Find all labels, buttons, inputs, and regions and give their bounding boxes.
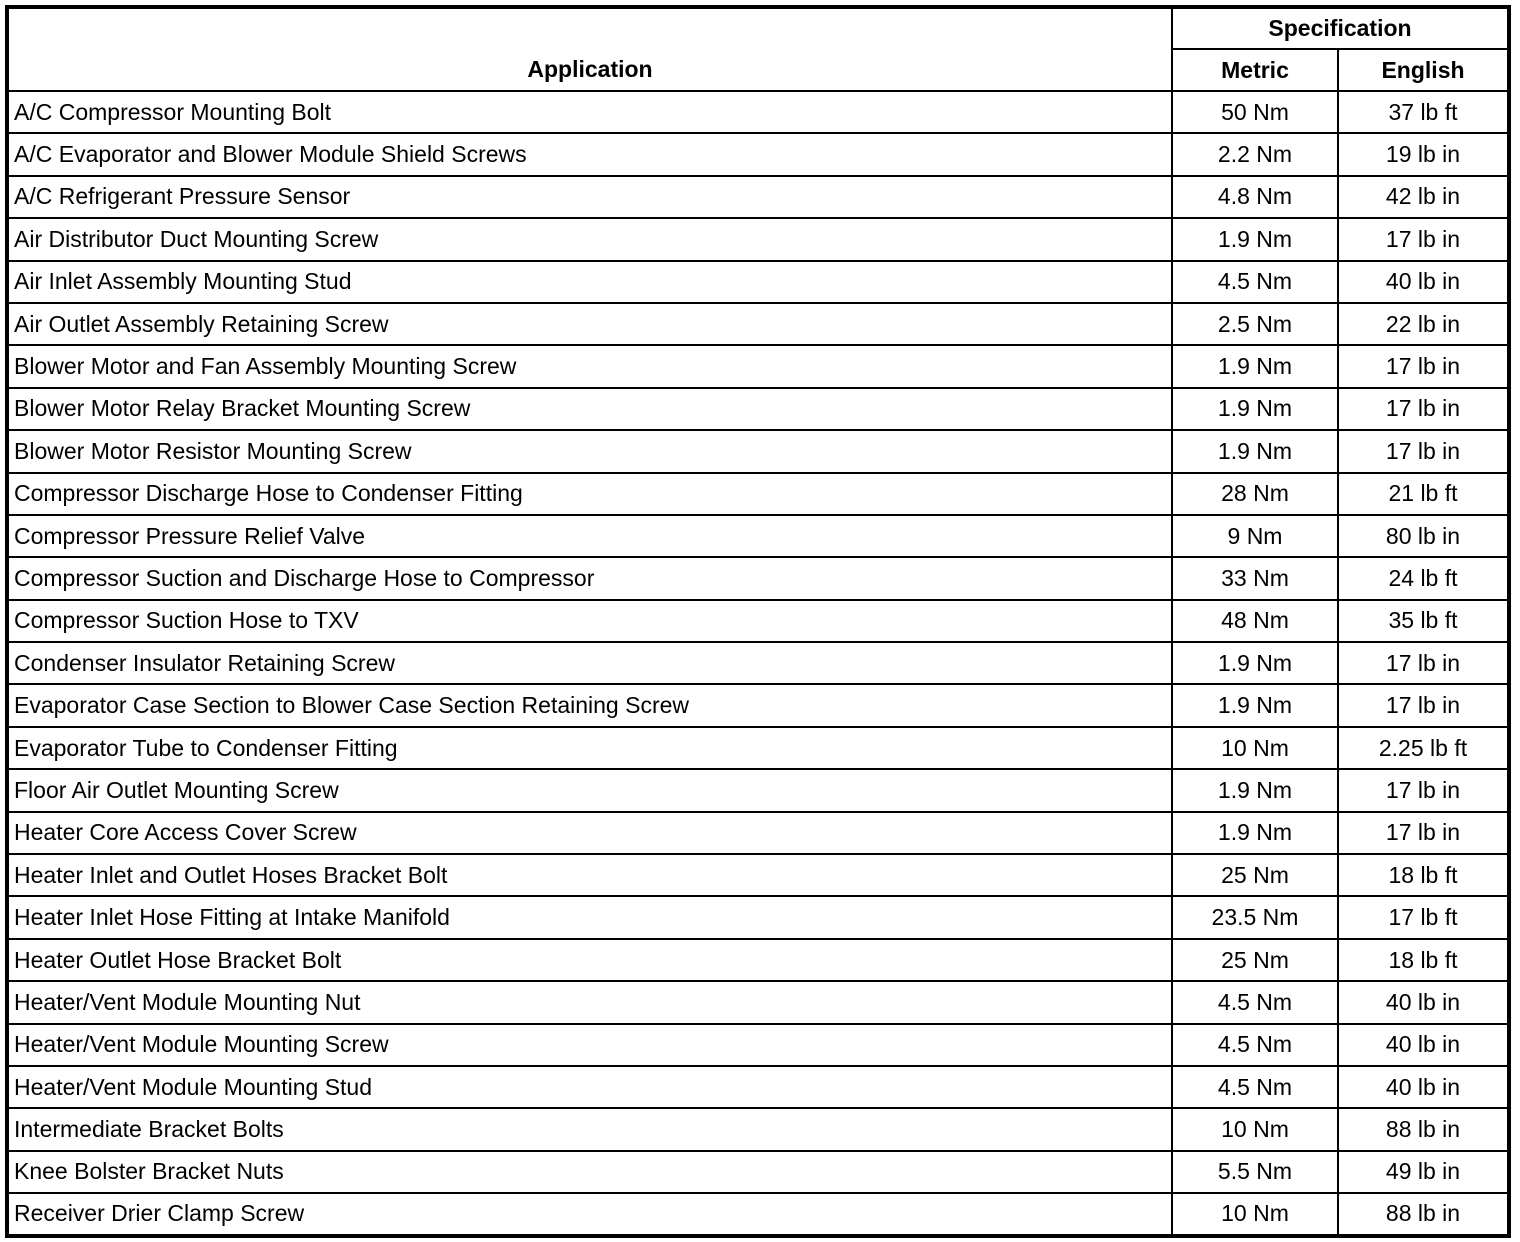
english-cell: 19 lb in [1338,133,1509,175]
application-cell: Air Outlet Assembly Retaining Screw [7,303,1172,345]
application-cell: Compressor Suction Hose to TXV [7,600,1172,642]
table-row [7,642,1509,684]
metric-cell: 1.9 Nm [1172,769,1338,811]
table-row [7,896,1509,938]
application-cell: Evaporator Tube to Condenser Fitting [7,727,1172,769]
application-cell: Receiver Drier Clamp Screw [7,1193,1172,1235]
english-cell: 18 lb ft [1338,939,1509,981]
metric-cell: 9 Nm [1172,515,1338,557]
application-cell: Blower Motor Resistor Mounting Screw [7,430,1172,472]
metric-cell: 4.5 Nm [1172,1024,1338,1066]
application-cell: Blower Motor Relay Bracket Mounting Screw [7,388,1172,430]
table-row [7,727,1509,769]
application-cell: Heater Outlet Hose Bracket Bolt [7,939,1172,981]
english-cell: 17 lb in [1338,345,1509,387]
english-cell: 17 lb in [1338,430,1509,472]
metric-cell: 4.5 Nm [1172,1066,1338,1108]
table-row [7,515,1509,557]
english-cell: 49 lb in [1338,1151,1509,1193]
metric-cell: 28 Nm [1172,473,1338,515]
application-cell: A/C Evaporator and Blower Module Shield Screws [7,133,1172,175]
english-cell: 24 lb ft [1338,557,1509,599]
application-cell: A/C Refrigerant Pressure Sensor [7,176,1172,218]
english-cell: 42 lb in [1338,176,1509,218]
table-row [7,812,1509,854]
metric-cell: 1.9 Nm [1172,812,1338,854]
application-cell: Intermediate Bracket Bolts [7,1108,1172,1150]
english-cell: 17 lb in [1338,769,1509,811]
table-row [7,939,1509,981]
table-row [7,1151,1509,1193]
metric-cell: 4.8 Nm [1172,176,1338,218]
table-row [7,473,1509,515]
english-cell: 40 lb in [1338,1066,1509,1108]
metric-cell: 1.9 Nm [1172,642,1338,684]
application-cell: Compressor Pressure Relief Valve [7,515,1172,557]
application-cell: Compressor Suction and Discharge Hose to Compressor [7,557,1172,599]
metric-header: Metric [1172,49,1338,91]
application-cell: Heater/Vent Module Mounting Screw [7,1024,1172,1066]
table-row [7,769,1509,811]
header-row-top [7,7,1509,49]
metric-cell: 4.5 Nm [1172,981,1338,1023]
table-row [7,218,1509,260]
metric-cell: 1.9 Nm [1172,388,1338,430]
table-row [7,1108,1509,1150]
application-cell: Knee Bolster Bracket Nuts [7,1151,1172,1193]
table-row [7,557,1509,599]
table-body [7,91,1509,1236]
application-cell: A/C Compressor Mounting Bolt [7,91,1172,133]
english-header: English [1338,49,1509,91]
application-cell: Heater Inlet Hose Fitting at Intake Manifold [7,896,1172,938]
english-cell: 17 lb in [1338,812,1509,854]
english-cell: 80 lb in [1338,515,1509,557]
metric-cell: 2.2 Nm [1172,133,1338,175]
table-row [7,176,1509,218]
english-cell: 17 lb in [1338,218,1509,260]
application-cell: Air Inlet Assembly Mounting Stud [7,261,1172,303]
metric-cell: 10 Nm [1172,1193,1338,1235]
metric-cell: 5.5 Nm [1172,1151,1338,1193]
metric-cell: 33 Nm [1172,557,1338,599]
english-cell: 37 lb ft [1338,91,1509,133]
metric-cell: 1.9 Nm [1172,430,1338,472]
table-row [7,1024,1509,1066]
application-header: Application [7,7,1172,91]
english-cell: 88 lb in [1338,1108,1509,1150]
torque-specification-table [5,5,1511,1238]
application-cell: Compressor Discharge Hose to Condenser Fitting [7,473,1172,515]
metric-cell: 2.5 Nm [1172,303,1338,345]
english-cell: 17 lb in [1338,684,1509,726]
application-cell: Heater/Vent Module Mounting Nut [7,981,1172,1023]
application-cell: Heater Core Access Cover Screw [7,812,1172,854]
metric-cell: 1.9 Nm [1172,218,1338,260]
english-cell: 21 lb ft [1338,473,1509,515]
application-cell: Evaporator Case Section to Blower Case Section Retaining Screw [7,684,1172,726]
table-row [7,1193,1509,1235]
metric-cell: 25 Nm [1172,854,1338,896]
application-cell: Heater Inlet and Outlet Hoses Bracket Bolt [7,854,1172,896]
english-cell: 40 lb in [1338,261,1509,303]
specification-header: Specification [1172,7,1509,49]
english-cell: 17 lb in [1338,642,1509,684]
metric-cell: 10 Nm [1172,1108,1338,1150]
table-row [7,1066,1509,1108]
english-cell: 18 lb ft [1338,854,1509,896]
english-cell: 40 lb in [1338,1024,1509,1066]
english-cell: 2.25 lb ft [1338,727,1509,769]
english-cell: 17 lb ft [1338,896,1509,938]
table-row [7,388,1509,430]
metric-cell: 10 Nm [1172,727,1338,769]
metric-cell: 48 Nm [1172,600,1338,642]
table-row [7,91,1509,133]
table-row [7,684,1509,726]
application-cell: Condenser Insulator Retaining Screw [7,642,1172,684]
english-cell: 22 lb in [1338,303,1509,345]
application-cell: Heater/Vent Module Mounting Stud [7,1066,1172,1108]
table-header [7,7,1509,91]
table-row [7,854,1509,896]
english-cell: 35 lb ft [1338,600,1509,642]
metric-cell: 25 Nm [1172,939,1338,981]
english-cell: 40 lb in [1338,981,1509,1023]
table-row [7,261,1509,303]
metric-cell: 1.9 Nm [1172,345,1338,387]
table-row [7,981,1509,1023]
metric-cell: 1.9 Nm [1172,684,1338,726]
english-cell: 88 lb in [1338,1193,1509,1235]
metric-cell: 50 Nm [1172,91,1338,133]
table-row [7,303,1509,345]
metric-cell: 23.5 Nm [1172,896,1338,938]
metric-cell: 4.5 Nm [1172,261,1338,303]
table-row [7,345,1509,387]
table-row [7,600,1509,642]
table-row [7,430,1509,472]
english-cell: 17 lb in [1338,388,1509,430]
table-row [7,133,1509,175]
application-cell: Blower Motor and Fan Assembly Mounting Screw [7,345,1172,387]
application-cell: Air Distributor Duct Mounting Screw [7,218,1172,260]
application-cell: Floor Air Outlet Mounting Screw [7,769,1172,811]
